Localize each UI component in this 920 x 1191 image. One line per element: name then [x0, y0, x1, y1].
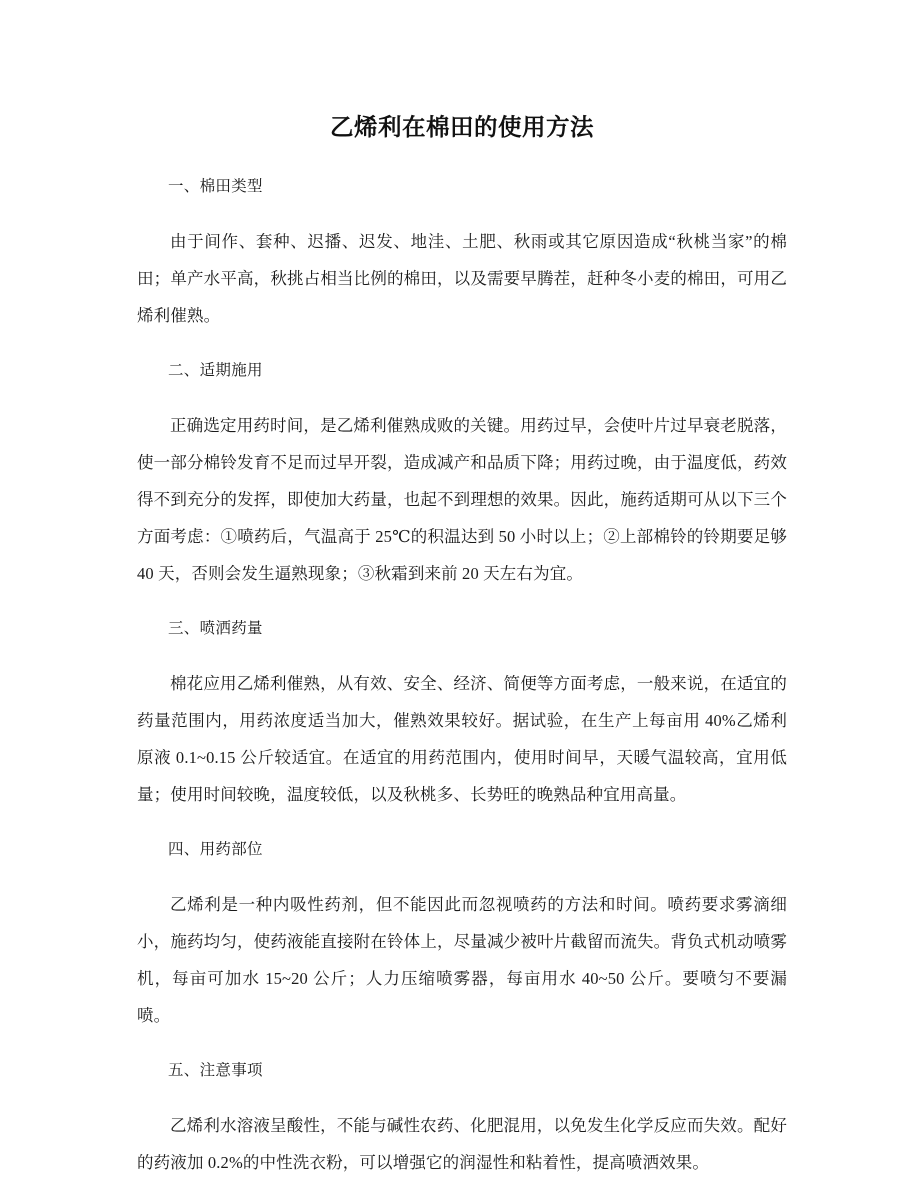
section-2-paragraph-spacer: [137, 592, 787, 610]
section-2-heading-spacer: [137, 389, 787, 407]
section-1-paragraph-spacer: [137, 334, 787, 352]
section-2-heading: 二、适期施用: [168, 362, 263, 380]
section-5-heading-spacer: [137, 1089, 787, 1107]
section-1-heading: 一、棉田类型: [168, 178, 263, 196]
section-3-heading-spacer: [137, 647, 787, 665]
section-3: [137, 610, 787, 831]
document-body: [137, 0, 787, 1181]
section-4-heading-spacer: [137, 868, 787, 886]
section-4: [137, 831, 787, 1052]
section-3-paragraph-1: 棉花应用乙烯利催熟，从有效、安全、经济、简便等方面考虑，一般来说，在适宜的药量范围内，用药浓度适当加大，催熟效果较好。据试验，在生产上每亩用 40%乙烯利原液 0.1~0.15 公斤较适宜。在适宜的用药范围内，使用时间早，天暖气温较高，宜用低量；使用时间较晚，温度较低，以及秋桃多、长势旺的晚熟品种宜用高量。: [137, 674, 787, 805]
section-1-heading-spacer: [137, 205, 787, 223]
section-5-paragraph-1: 乙烯利水溶液呈酸性，不能与碱性农药、化肥混用，以免发生化学反应而失效。配好的药液加 0.2%的中性洗衣粉，可以增强它的润湿性和粘着性，提高喷洒效果。: [137, 1116, 787, 1173]
section-1-paragraph-1: 由于间作、套种、迟播、迟发、地洼、土肥、秋雨或其它原因造成“秋桃当家”的棉田；单产水平高，秋挑占相当比例的棉田，以及需要早腾茬，赶种冬小麦的棉田，可用乙烯利催熟。: [137, 232, 787, 326]
section-5-heading: 五、注意事项: [168, 1062, 263, 1080]
section-4-paragraph-spacer: [137, 1034, 787, 1052]
page-title: 乙烯利在棉田的使用方法: [330, 113, 594, 141]
section-3-paragraph-spacer: [137, 813, 787, 831]
section-5: [137, 1052, 787, 1181]
section-2: [137, 352, 787, 610]
section-3-heading: 三、喷洒药量: [168, 620, 263, 638]
section-2-paragraph-1: 正确选定用药时间，是乙烯利催熟成败的关键。用药过早，会使叶片过早衰老脱落，使一部分棉铃发育不足而过早开裂，造成减产和品质下降；用药过晚，由于温度低，药效得不到充分的发挥，即使加大药量，也起不到理想的效果。因此，施药适期可从以下三个方面考虑：①喷药后，气温高于 25℃的积温达到 50 小时以上；②上部棉铃的铃期要足够 40 天，否则会发生逼熟现象；③秋霜到来前 20 天左右为宜。: [137, 416, 787, 584]
section-4-paragraph-1: 乙烯利是一种内吸性药剂，但不能因此而忽视喷药的方法和时间。喷药要求雾滴细小，施药均匀，使药液能直接附在铃体上，尽量减少被叶片截留而流失。背负式机动喷雾机，每亩可加水 15~20 公斤；人力压缩喷雾器，每亩用水 40~50 公斤。要喷匀不要漏喷。: [137, 895, 787, 1026]
title-spacer: [137, 141, 787, 168]
section-1: [137, 168, 787, 352]
section-4-heading: 四、用药部位: [168, 841, 263, 859]
